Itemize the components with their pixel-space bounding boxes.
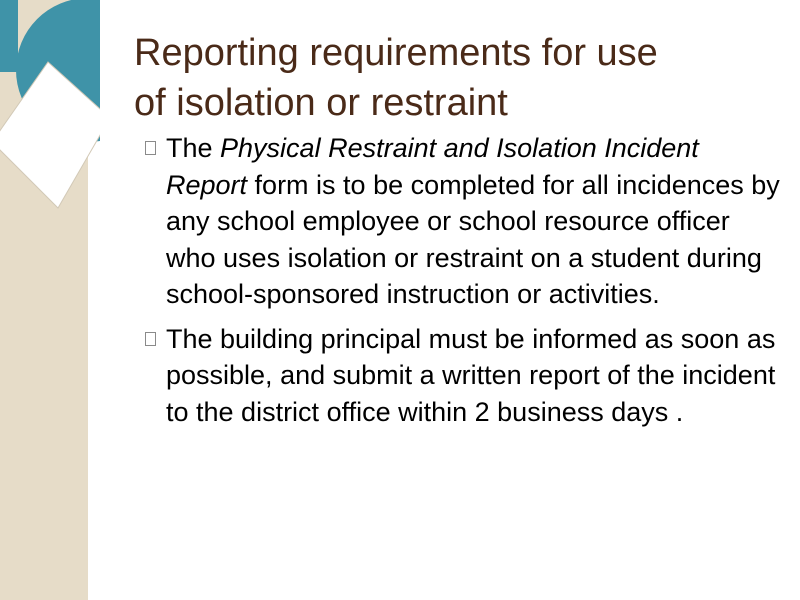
bullet-list [145, 130, 785, 438]
bullet-text: The building principal must be informed as soon as possible, and submit a written report of the incident to the district office within 2 business days . [166, 323, 776, 427]
title-line-2: of isolation or restraint [134, 82, 508, 124]
bullet-item [145, 321, 785, 431]
slide-title [134, 28, 774, 128]
corner-decoration [0, 0, 100, 220]
bullet-prefix: The [166, 133, 221, 163]
bullet-item [145, 130, 785, 313]
bullet-square-icon [145, 141, 156, 155]
bullet-text [166, 133, 780, 309]
bullet-square-icon [145, 332, 156, 346]
title-line-1: Reporting requirements for use [134, 32, 658, 74]
bullet-suffix: form is to be completed for all incidences by any school employee or school resource officer who uses isolation or restraint on a student during school-sponsored instruction or activities. [166, 169, 780, 309]
teal-side-block [0, 0, 18, 72]
form-name-emphasis: Physical Restraint and Isolation Incident Report [166, 133, 699, 200]
